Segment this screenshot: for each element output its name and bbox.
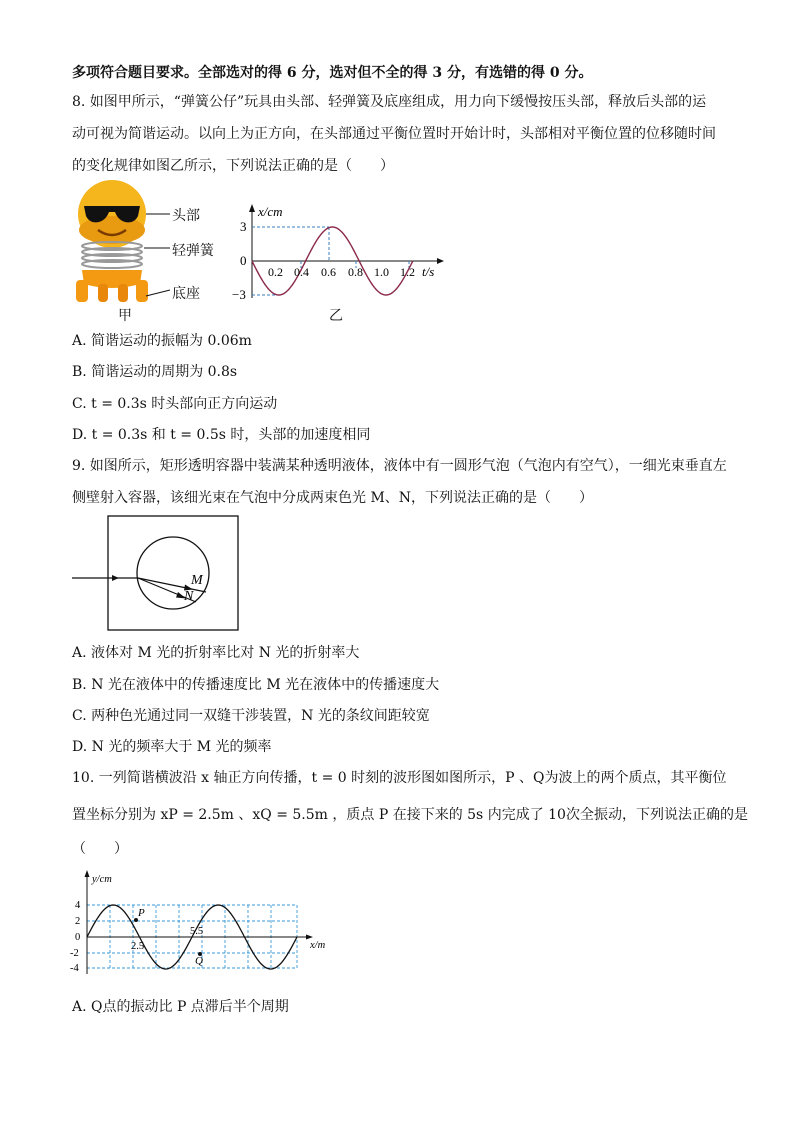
q9-option-c: C. 两种色光通过同一双缝干涉装置，N 光的条纹间距较宽 xyxy=(72,708,430,724)
label-5.5: 5.5 xyxy=(190,926,204,937)
ylabel-text: x/cm xyxy=(258,204,283,219)
wave-ytick-2: 2 xyxy=(75,916,81,927)
wave-ytick-neg4: -4 xyxy=(70,963,79,974)
wave-ylabel: y/cm xyxy=(92,874,112,885)
caption-jia: 甲 xyxy=(118,308,132,324)
section-instruction: 多项符合题目要求。全部选对的得 6 分，选对但不全的得 3 分，有选错的得 0 分。 xyxy=(72,65,593,81)
q10-option-a: A. Q点的振动比 P 点滞后半个周期 xyxy=(72,999,289,1015)
wave-ytick-neg2: -2 xyxy=(70,948,79,959)
container-rect xyxy=(108,516,238,630)
xtick-1.2: 1.2 xyxy=(400,265,415,279)
q9-option-d: D. N 光的频率大于 M 光的频率 xyxy=(72,739,272,755)
wave-ytick-4: 4 xyxy=(75,900,81,911)
xtick-0.8: 0.8 xyxy=(348,265,363,279)
q8-option-a: A. 简谐运动的振幅为 0.06m xyxy=(72,333,252,349)
q9-option-a: A. 液体对 M 光的折射率比对 N 光的折射率大 xyxy=(72,645,360,661)
wave-xlabel: x/m xyxy=(310,940,326,951)
label-spring: 轻弹簧 xyxy=(172,243,214,259)
ytick-0: 0 xyxy=(240,253,247,268)
q8-stem-line1: 8. 如图甲所示，“弹簧公仔”玩具由头部、轻弹簧及底座组成，用力向下缓慢按压头部，释放后头部的运 xyxy=(72,94,707,110)
q8-option-d: D. t = 0.3s 和 t = 0.5s 时，头部的加速度相同 xyxy=(72,427,371,443)
xlabel-text: t/s xyxy=(422,264,435,279)
xtick-0.4: 0.4 xyxy=(294,265,309,279)
bubble-light-figure xyxy=(70,514,245,634)
label-p: P xyxy=(138,907,145,919)
wave-ytick-0: 0 xyxy=(75,932,81,943)
label-head: 头部 xyxy=(172,208,200,224)
caption-yi: 乙 xyxy=(329,308,343,324)
ytick-3: 3 xyxy=(240,219,247,234)
q10-stem-line2: 置坐标分别为 xP = 2.5m 、xQ = 5.5m ，质点 P 在接下来的 5s 内完成了 10次全振动，下列说法正确的是 xyxy=(72,807,748,823)
q9-stem-line1: 9. 如图所示，矩形透明容器中装满某种透明液体，液体中有一圆形气泡（气泡内有空气），一细光束垂直左 xyxy=(72,458,727,474)
label-m: M xyxy=(191,573,203,588)
ytick-neg3: −3 xyxy=(232,287,246,302)
q8-stem-line2: 动可视为简谐运动。以向上为正方向，在头部通过平衡位置时开始计时，头部相对平衡位置的位移随时间 xyxy=(72,126,716,142)
xtick-0.6: 0.6 xyxy=(321,265,336,279)
q8-option-b: B. 简谐运动的周期为 0.8s xyxy=(72,364,238,380)
q8-option-c: C. t = 0.3s 时头部向正方向运动 xyxy=(72,396,278,412)
label-q: Q xyxy=(195,955,203,967)
label-base: 底座 xyxy=(172,286,200,302)
q9-option-b: B. N 光在液体中的传播速度比 M 光在液体中的传播速度大 xyxy=(72,677,440,693)
label-n: N xyxy=(184,589,194,604)
q10-stem-line1: 10. 一列简谐横波沿 x 轴正方向传播，t = 0 时刻的波形图如图所示，P 、Q为波上的两个质点，其平衡位 xyxy=(72,770,727,786)
xtick-0.2: 0.2 xyxy=(268,265,283,279)
label-2.5: 2.5 xyxy=(131,941,145,952)
displacement-time-chart xyxy=(232,198,452,308)
wave-figure xyxy=(70,868,340,980)
xtick-1.0: 1.0 xyxy=(374,265,389,279)
q8-stem-line3: 的变化规律如图乙所示，下列说法正确的是（ ） xyxy=(72,158,394,174)
q9-stem-line2: 侧壁射入容器，该细光束在气泡中分成两束色光 M、N，下列说法正确的是（ ） xyxy=(72,490,594,506)
q10-stem-line3: （ ） xyxy=(72,841,128,857)
toy-base xyxy=(82,270,142,288)
